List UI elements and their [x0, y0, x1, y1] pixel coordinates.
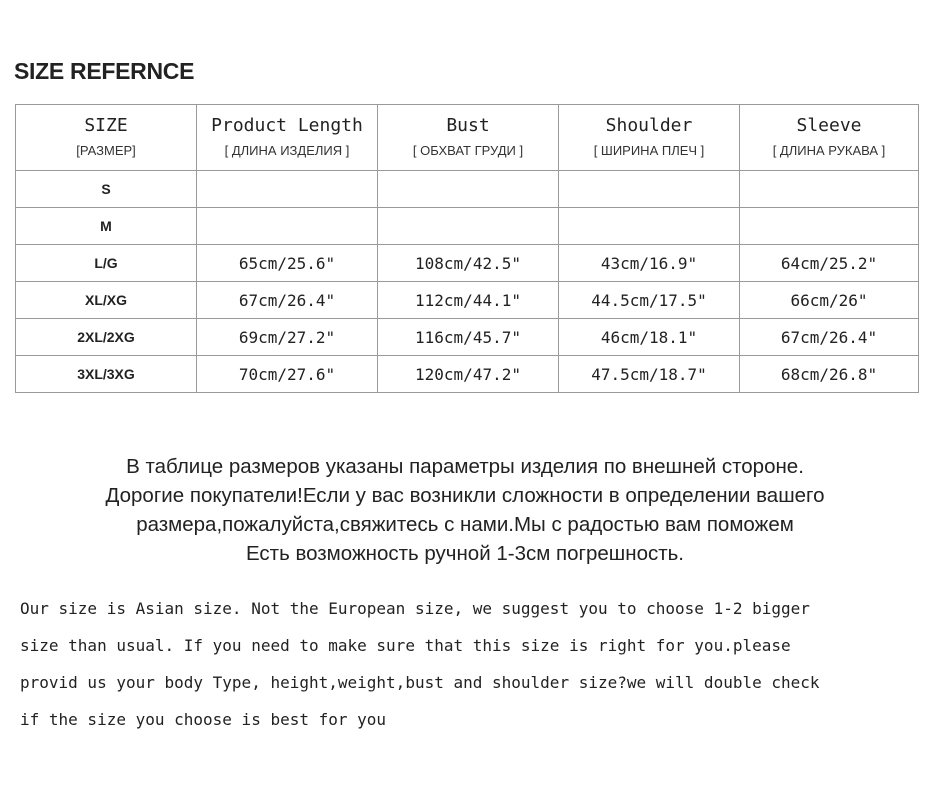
bust-cell: 112cm/44.1" — [378, 282, 559, 319]
bust-cell: 108cm/42.5" — [378, 245, 559, 282]
shoulder-cell — [559, 171, 740, 208]
russian-notice-line: размера,пожалуйста,свяжитесь с нами.Мы с радостью вам поможем — [136, 513, 794, 536]
table-row — [16, 171, 919, 208]
english-notice — [20, 590, 920, 738]
header-size — [16, 105, 197, 171]
english-notice-line: provid us your body Type, height,weight,bust and shoulder size?we will double check — [20, 673, 820, 692]
length-cell: 69cm/27.2" — [197, 319, 378, 356]
sleeve-cell: 66cm/26" — [740, 282, 919, 319]
shoulder-cell: 46cm/18.1" — [559, 319, 740, 356]
size-cell: 2XL/2XG — [16, 319, 197, 356]
length-cell — [197, 208, 378, 245]
length-cell: 70cm/27.6" — [197, 356, 378, 393]
header-label-ru: [ ДЛИНА ИЗДЕЛИЯ ] — [224, 143, 350, 158]
bust-cell — [378, 208, 559, 245]
table-row — [16, 245, 919, 282]
size-cell: S — [16, 171, 197, 208]
header-label-ru: [ ОБХВАТ ГРУДИ ] — [412, 143, 524, 158]
shoulder-cell — [559, 208, 740, 245]
sleeve-cell: 67cm/26.4" — [740, 319, 919, 356]
length-cell: 67cm/26.4" — [197, 282, 378, 319]
size-cell: L/G — [16, 245, 197, 282]
sleeve-cell: 64cm/25.2" — [740, 245, 919, 282]
shoulder-cell: 43cm/16.9" — [559, 245, 740, 282]
header-label-ru: [РАЗМЕР] — [76, 143, 136, 158]
russian-notice-line: Дорогие покупатели!Если у вас возникли сложности в определении вашего — [105, 484, 825, 507]
page-title: SIZE REFERNCE — [14, 58, 195, 84]
shoulder-cell: 47.5cm/18.7" — [559, 356, 740, 393]
size-cell: XL/XG — [16, 282, 197, 319]
header-label-ru: [ ДЛИНА РУКАВА ] — [772, 143, 886, 158]
header-sleeve — [740, 105, 919, 171]
sleeve-cell — [740, 208, 919, 245]
bust-cell — [378, 171, 559, 208]
header-label: Product Length — [211, 115, 363, 136]
russian-notice-line: В таблице размеров указаны параметры изделия по внешней стороне. — [126, 455, 804, 478]
header-label: Shoulder — [605, 115, 693, 136]
shoulder-cell: 44.5cm/17.5" — [559, 282, 740, 319]
bust-cell: 116cm/45.7" — [378, 319, 559, 356]
bust-cell: 120cm/47.2" — [378, 356, 559, 393]
length-cell: 65cm/25.6" — [197, 245, 378, 282]
table-row — [16, 208, 919, 245]
header-label: Bust — [446, 115, 490, 136]
table-row — [16, 282, 919, 319]
header-product-length — [197, 105, 378, 171]
size-cell: 3XL/3XG — [16, 356, 197, 393]
english-notice-line: Our size is Asian size. Not the European size, we suggest you to choose 1-2 bigger — [20, 599, 810, 618]
sleeve-cell — [740, 171, 919, 208]
russian-notice — [0, 452, 930, 568]
russian-notice-line: Есть возможность ручной 1-3см погрешность. — [245, 542, 684, 565]
table-header-row — [16, 105, 919, 171]
header-label-ru: [ ШИРИНА ПЛЕЧ ] — [593, 143, 705, 158]
sleeve-cell: 68cm/26.8" — [740, 356, 919, 393]
header-shoulder — [559, 105, 740, 171]
header-label: SIZE — [84, 115, 128, 136]
header-label: Sleeve — [796, 115, 862, 136]
english-notice-line: if the size you choose is best for you — [20, 710, 387, 729]
table-row — [16, 319, 919, 356]
english-notice-line: size than usual. If you need to make sure that this size is right for you.please — [20, 636, 791, 655]
size-cell: M — [16, 208, 197, 245]
table-row — [16, 356, 919, 393]
header-bust — [378, 105, 559, 171]
length-cell — [197, 171, 378, 208]
size-table — [15, 104, 919, 393]
